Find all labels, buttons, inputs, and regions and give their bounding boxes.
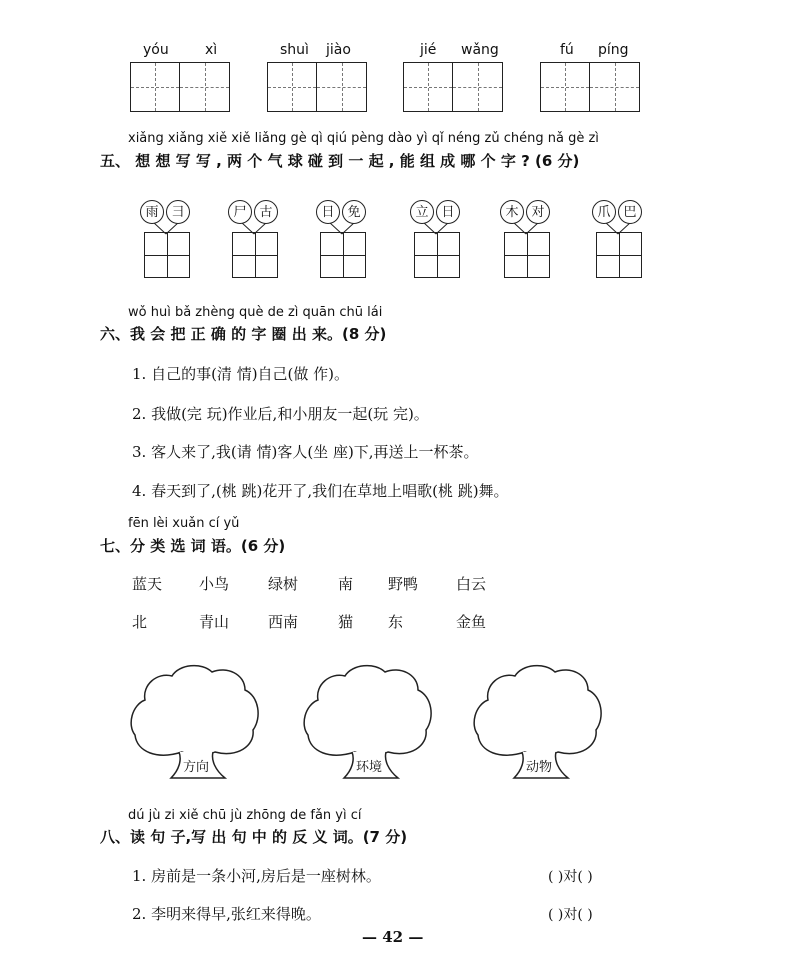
word-2-6: 金鱼 (456, 613, 487, 631)
balloon-4-1: 立 (410, 200, 434, 224)
answer-box-3[interactable] (320, 232, 366, 278)
balloon-5-1: 木 (500, 200, 524, 224)
pinyin-wang: wǎng (461, 42, 499, 58)
pinyin-ping: píng (598, 42, 629, 58)
balloon-5-2: 对 (526, 200, 550, 224)
balloon-2-1: 尸 (228, 200, 252, 224)
antonym-sentence-1: 1. 房前是一条小河,房后是一座树林。 (132, 867, 381, 885)
pinyin-fu: fú (560, 42, 574, 58)
balloon-6-2: 巴 (618, 200, 642, 224)
answer-box-6[interactable] (596, 232, 642, 278)
sentence-4: 4. 春天到了,(桃 跳)花开了,我们在草地上唱歌(桃 跳)舞。 (132, 482, 509, 500)
antonym-sentence-2: 2. 李明来得早,张红来得晚。 (132, 905, 321, 923)
word-1-5: 野鸭 (388, 575, 419, 593)
balloon-1-2: 彐 (166, 200, 190, 224)
section5-title: 五、 想 想 写 写 , 两 个 气 球 碰 到 一 起 , 能 组 成 哪 个 字 ? (6 分) (100, 152, 580, 170)
pinyin-shui: shuì (280, 42, 309, 58)
section7-title: 七、分 类 选 词 语。(6 分) (100, 537, 286, 555)
section8-title: 八、读 句 子,写 出 句 中 的 反 义 词。(7 分) (100, 828, 408, 846)
antonym-answer-2[interactable]: ( )对( ) (548, 907, 593, 923)
balloon-1-1: 雨 (140, 200, 164, 224)
page-number: — 42 — (362, 928, 424, 946)
word-1-1: 蓝天 (132, 575, 163, 593)
section7-pinyin: fēn lèi xuǎn cí yǔ (128, 516, 240, 531)
section6-pinyin: wǒ huì bǎ zhèng què de zì quān chū lái (128, 305, 383, 320)
balloon-group-1 (140, 200, 200, 285)
word-1-2: 小鸟 (199, 575, 230, 593)
word-1-6: 白云 (456, 575, 487, 593)
balloon-group-3 (316, 200, 376, 285)
writing-box-1[interactable] (130, 62, 230, 112)
word-2-5: 东 (388, 613, 404, 631)
answer-box-4[interactable] (414, 232, 460, 278)
sentence-3: 3. 客人来了,我(请 情)客人(坐 座)下,再送上一杯茶。 (132, 443, 479, 461)
word-2-2: 青山 (199, 613, 230, 631)
word-1-3: 绿树 (268, 575, 299, 593)
section5-pinyin: xiǎng xiǎng xiě xiě liǎng gè qì qiú pèng dào yì qǐ néng zǔ chéng nǎ gè zì (128, 131, 599, 146)
word-1-4: 南 (338, 575, 354, 593)
balloon-3-1: 日 (316, 200, 340, 224)
tree-label-direction: 方向 (182, 760, 209, 775)
balloon-group-4 (410, 200, 470, 285)
antonym-answer-1[interactable]: ( )对( ) (548, 869, 593, 885)
pinyin-you: yóu (143, 42, 169, 58)
pinyin-jie: jié (420, 42, 437, 58)
tree-label-environment: 环境 (355, 760, 382, 775)
writing-box-4[interactable] (540, 62, 640, 112)
tree-label-animal: 动物 (525, 760, 552, 775)
section8-pinyin: dú jù zi xiě chū jù zhōng de fǎn yì cí (128, 808, 362, 823)
balloon-group-2 (228, 200, 288, 285)
sentence-2: 2. 我做(完 玩)作业后,和小朋友一起(玩 完)。 (132, 405, 429, 423)
balloon-6-1: 爪 (592, 200, 616, 224)
writing-box-2[interactable] (267, 62, 367, 112)
word-2-1: 北 (132, 613, 148, 631)
answer-box-5[interactable] (504, 232, 550, 278)
word-2-3: 西南 (268, 613, 299, 631)
writing-box-3[interactable] (403, 62, 503, 112)
pinyin-jiao: jiào (326, 42, 351, 58)
balloon-4-2: 日 (436, 200, 460, 224)
sentence-1: 1. 自己的事(清 情)自己(做 作)。 (132, 365, 350, 383)
section6-title: 六、我 会 把 正 确 的 字 圈 出 来。(8 分) (100, 325, 387, 343)
answer-box-1[interactable] (144, 232, 190, 278)
balloon-3-2: 免 (342, 200, 366, 224)
answer-box-2[interactable] (232, 232, 278, 278)
balloon-2-2: 古 (254, 200, 278, 224)
balloon-group-5 (500, 200, 560, 285)
word-2-4: 猫 (338, 613, 354, 631)
pinyin-xi: xì (205, 42, 218, 58)
balloon-group-6 (592, 200, 652, 285)
